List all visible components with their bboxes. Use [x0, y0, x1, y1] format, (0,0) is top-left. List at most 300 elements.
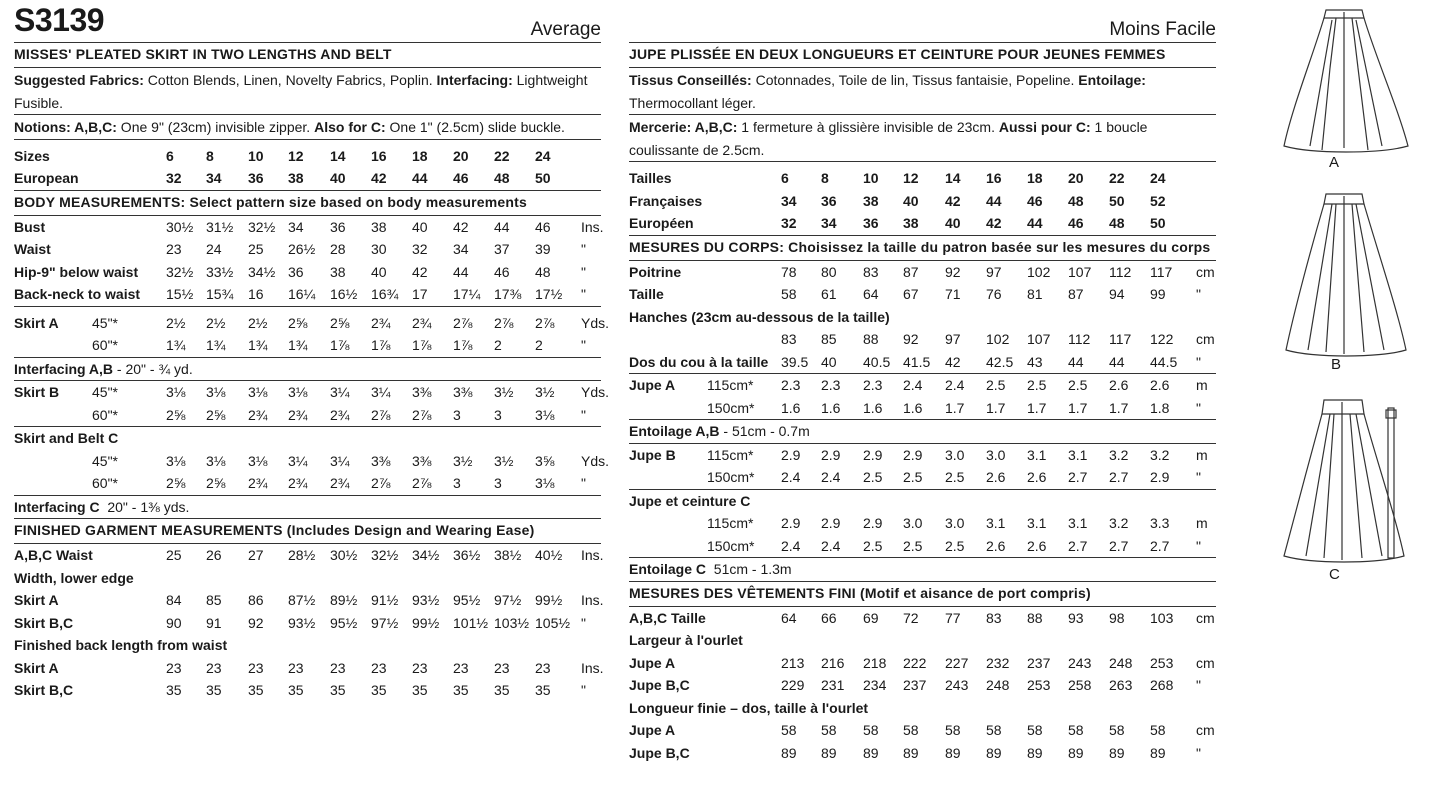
fabric-width: 45"*	[92, 384, 118, 400]
table-cell: 23	[166, 241, 182, 257]
table-cell: 2.5	[945, 537, 965, 554]
table-cell: 76	[986, 286, 1002, 302]
row-label: Skirt A	[14, 659, 59, 676]
table-cell: 2.7	[1150, 537, 1170, 554]
table-cell: 105½	[535, 614, 571, 631]
table-cell: 35	[371, 682, 387, 698]
table-cell: 71	[945, 286, 961, 302]
table-cell: 213	[781, 654, 805, 671]
table-cell: 89	[781, 744, 797, 761]
table-cell: 16	[248, 286, 264, 302]
table-cell: 102	[1027, 263, 1051, 280]
table-cell: 229	[781, 677, 805, 693]
skirt-b-illustration	[1272, 192, 1422, 360]
table-cell: 89	[903, 744, 919, 761]
table-cell: 17½	[535, 286, 563, 302]
table-cell: 3⅛	[206, 452, 226, 469]
table-cell: 1.6	[903, 399, 923, 416]
row-note: 20" - 1⅜ yds.	[99, 498, 190, 515]
body-measurements-table-fr	[629, 261, 1216, 375]
pattern-title: MISSES' PLEATED SKIRT IN TWO LENGTHS AND BELT	[14, 43, 601, 68]
table-cell: 88	[1027, 609, 1043, 626]
table-cell: 3	[494, 475, 502, 491]
table-cell: 90	[166, 614, 182, 631]
table-cell: 93½	[412, 592, 440, 608]
pattern-title-fr: JUPE PLISSÉE EN DEUX LONGUEURS ET CEINTURE POUR JEUNES FEMMES	[629, 43, 1216, 68]
table-row	[14, 380, 610, 404]
table-cell: 25	[248, 241, 264, 257]
table-row	[14, 657, 604, 680]
table-cell: 89	[863, 744, 879, 761]
table-cell: 32½	[166, 263, 194, 280]
table-cell: 1.7	[1068, 399, 1088, 416]
table-cell: 17¼	[453, 286, 481, 302]
table-cell: 50	[1109, 192, 1125, 209]
unit-label: "	[581, 263, 586, 280]
difficulty-level: Average	[530, 19, 601, 40]
table-cell: 107	[1027, 331, 1051, 347]
row-label: Hip-9" below waist	[14, 263, 139, 280]
table-cell: 3⅛	[166, 384, 186, 400]
body-measurements-title: BODY MEASUREMENTS: Select pattern size based on body measurements	[14, 191, 601, 216]
table-cell: 66	[821, 609, 837, 626]
table-cell: 2¾	[330, 475, 350, 491]
row-label: Jupe A	[629, 654, 676, 671]
table-cell: 2⅝	[330, 314, 350, 331]
table-cell: 97½	[371, 614, 399, 631]
table-cell: 46	[453, 170, 469, 186]
table-cell: 216	[821, 654, 845, 671]
table-cell: 3⅛	[535, 406, 555, 423]
table-cell: 3.3	[1150, 515, 1170, 531]
row-label: Finished back length from waist	[14, 637, 228, 653]
row-label: Dos du cou à la taille	[629, 353, 769, 370]
table-cell: 67	[903, 286, 919, 302]
table-cell: 1⅞	[330, 337, 350, 353]
table-cell: 36	[288, 263, 304, 280]
table-cell: 2.3	[821, 377, 841, 393]
unit-label: Ins.	[581, 592, 604, 608]
table-cell: 25	[166, 547, 182, 563]
size-table-fr	[629, 167, 1216, 236]
unit-label: "	[581, 286, 586, 302]
table-cell: 46	[1068, 215, 1084, 231]
table-cell: 38	[903, 215, 919, 231]
table-cell: 83	[781, 331, 797, 347]
fabric-width: 60"*	[92, 475, 118, 491]
table-cell: 89	[821, 744, 837, 761]
table-cell: 2¾	[371, 314, 391, 331]
table-cell: 2.5	[863, 537, 883, 554]
table-cell: 23	[330, 659, 346, 676]
table-cell: 253	[1027, 677, 1051, 693]
table-cell: 2.7	[1068, 469, 1088, 485]
table-cell: 2.6	[1150, 377, 1170, 393]
table-row	[629, 443, 1216, 467]
table-cell: 58	[1027, 722, 1043, 738]
unit-label: "	[1196, 744, 1201, 761]
row-label: Entoilage C	[629, 561, 707, 578]
row-label: A,B,C Waist	[14, 547, 93, 563]
fabric-width: 60"*	[92, 406, 118, 423]
table-cell: 92	[903, 331, 919, 347]
row-label: Width, lower edge	[14, 569, 134, 586]
unit-label: Yds.	[581, 314, 610, 331]
size-table	[14, 145, 601, 191]
unit-label: cm	[1196, 263, 1215, 280]
figure-label-c: C	[1329, 566, 1340, 583]
table-cell: 2⅞	[494, 314, 514, 331]
table-cell: 99½	[412, 614, 440, 631]
table-cell: 102	[986, 331, 1010, 347]
table-cell: 28	[330, 241, 346, 257]
table-cell: 88	[863, 331, 879, 347]
unit-label: cm	[1196, 609, 1215, 626]
table-cell: 2	[535, 337, 543, 353]
row-label: Françaises	[629, 192, 703, 209]
table-cell: 22	[1109, 170, 1125, 186]
table-cell: 2.9	[863, 446, 883, 463]
difficulty-level-fr: Moins Facile	[1109, 19, 1216, 40]
finished-measurements-table	[14, 544, 604, 702]
table-row	[629, 697, 1216, 720]
header	[14, 0, 601, 43]
row-label: Jupe B	[629, 446, 676, 463]
table-cell: 227	[945, 654, 969, 671]
table-cell: 58	[1068, 722, 1084, 738]
table-cell: 2.9	[1150, 469, 1170, 485]
table-cell: 2.6	[1027, 469, 1047, 485]
unit-label: m	[1196, 377, 1208, 393]
row-label: Hanches (23cm au-dessous de la taille)	[629, 308, 890, 325]
unit-label: "	[581, 337, 586, 353]
table-cell: 1¾	[248, 337, 268, 353]
table-cell: 41.5	[903, 353, 931, 370]
table-cell: 84	[166, 592, 182, 608]
table-cell: 83	[863, 263, 879, 280]
table-cell: 35	[535, 682, 551, 698]
table-cell: 2¾	[248, 406, 268, 423]
table-cell: 237	[1027, 654, 1051, 671]
table-cell: 2.7	[1109, 469, 1129, 485]
table-cell: 58	[903, 722, 919, 738]
table-row	[629, 489, 1216, 513]
table-cell: 97	[945, 331, 961, 347]
table-cell: 14	[330, 147, 346, 164]
figure-label-a: A	[1329, 154, 1340, 171]
table-cell: 117	[1150, 263, 1173, 280]
table-cell: 23	[288, 659, 304, 676]
header-fr	[629, 0, 1216, 43]
table-cell: 2½	[166, 314, 186, 331]
table-cell: 44	[453, 263, 469, 280]
table-cell: 2⅝	[206, 406, 226, 423]
table-cell: 23	[535, 659, 551, 676]
table-cell: 52	[1150, 192, 1166, 209]
table-cell: 3	[453, 475, 461, 491]
table-cell: 28½	[288, 547, 316, 563]
table-cell: 64	[863, 286, 879, 302]
table-cell: 97½	[494, 592, 522, 608]
pattern-code: S3139	[14, 2, 105, 38]
table-cell: 32	[781, 215, 797, 231]
table-cell: 89	[1150, 744, 1166, 761]
table-cell: 83	[986, 609, 1002, 626]
table-cell: 2.6	[1109, 377, 1129, 393]
row-note: 51cm - 1.3m	[706, 561, 792, 578]
row-label: A,B,C Taille	[629, 609, 706, 626]
table-cell: 23	[206, 659, 222, 676]
table-cell: 44	[1109, 353, 1125, 370]
row-label: Largeur à l'ourlet	[629, 632, 743, 648]
table-cell: 2⅞	[535, 314, 555, 331]
table-cell: 26½	[288, 241, 316, 257]
table-cell: 8	[206, 147, 214, 164]
table-row	[629, 674, 1216, 697]
table-cell: 117	[1109, 331, 1132, 347]
fabric-width: 115cm*	[707, 377, 754, 393]
table-cell: 40.5	[863, 353, 891, 370]
table-cell: 87	[1068, 286, 1084, 302]
english-column	[14, 0, 610, 702]
table-cell: 2⅝	[166, 406, 186, 423]
table-cell: 3½	[535, 384, 555, 400]
table-cell: 2	[494, 337, 502, 353]
table-cell: 103	[1150, 609, 1174, 626]
fabric-width: 150cm*	[707, 469, 755, 485]
table-cell: 23	[453, 659, 469, 676]
table-cell: 97	[986, 263, 1002, 280]
table-cell: 44	[1027, 215, 1043, 231]
row-label: Skirt and Belt C	[14, 430, 119, 446]
table-cell: 16	[371, 147, 387, 164]
yardage-table-fr	[629, 374, 1216, 581]
table-row	[629, 261, 1216, 284]
table-cell: 89	[945, 744, 961, 761]
table-cell: 2.3	[863, 377, 883, 393]
table-row	[14, 589, 604, 612]
table-cell: 89½	[330, 592, 358, 608]
table-cell: 78	[781, 263, 797, 280]
fabric-width: 60"*	[92, 337, 118, 353]
table-cell: 1⅞	[412, 337, 432, 353]
fabric-width: 150cm*	[707, 537, 755, 554]
table-cell: 40	[330, 170, 346, 186]
table-cell: 3.0	[903, 515, 923, 531]
unit-label: Ins.	[581, 218, 604, 235]
table-cell: 3⅜	[412, 452, 432, 469]
table-cell: 34	[781, 192, 797, 209]
row-label: Jupe A	[629, 722, 676, 738]
unit-label: "	[581, 682, 586, 698]
row-label: Skirt B,C	[14, 614, 74, 631]
table-cell: 6	[781, 170, 789, 186]
table-cell: 1¾	[206, 337, 226, 353]
table-cell: 80	[821, 263, 837, 280]
table-cell: 36	[330, 218, 346, 235]
table-row	[629, 466, 1216, 489]
table-cell: 30	[371, 241, 387, 257]
table-cell: 17	[412, 286, 428, 302]
figure-label-b: B	[1331, 356, 1342, 373]
table-cell: 58	[1109, 722, 1125, 738]
table-cell: 2⅞	[371, 475, 391, 491]
table-row	[14, 567, 601, 590]
table-row	[14, 495, 601, 519]
table-cell: 2⅞	[412, 475, 432, 491]
row-label: Sizes	[14, 147, 50, 164]
table-cell: 18	[412, 147, 428, 164]
table-cell: 32½	[371, 547, 399, 563]
table-cell: 3.1	[1068, 446, 1088, 463]
table-cell: 2⅞	[453, 314, 473, 331]
table-cell: 94	[1109, 286, 1125, 302]
table-cell: 3.2	[1109, 515, 1129, 531]
table-cell: 34½	[412, 547, 440, 563]
table-cell: 3.1	[986, 515, 1006, 531]
table-cell: 2.4	[781, 537, 801, 554]
table-cell: 3¼	[330, 452, 350, 469]
table-cell: 86	[248, 592, 264, 608]
table-cell: 32½	[248, 218, 276, 235]
table-row	[629, 557, 1216, 581]
row-label: Jupe B,C	[629, 677, 690, 693]
table-cell: 44	[986, 192, 1002, 209]
table-cell: 2.9	[903, 446, 923, 463]
table-cell: 44.5	[1150, 353, 1178, 370]
table-cell: 30½	[166, 218, 194, 235]
table-cell: 35	[288, 682, 304, 698]
table-cell: 95½	[453, 592, 481, 608]
table-cell: 46	[535, 218, 551, 235]
table-cell: 46	[494, 263, 510, 280]
yardage-table	[14, 312, 610, 519]
table-cell: 253	[1150, 654, 1174, 671]
unit-label: m	[1196, 515, 1208, 531]
table-cell: 85	[206, 592, 222, 608]
table-cell: 237	[903, 677, 927, 693]
table-cell: 2.4	[903, 377, 923, 393]
table-cell: 32	[412, 241, 428, 257]
table-row	[14, 312, 610, 335]
row-label: Poitrine	[629, 263, 682, 280]
table-cell: 222	[903, 654, 927, 671]
table-cell: 36½	[453, 547, 481, 563]
table-cell: 101½	[453, 614, 489, 631]
unit-label: Yds.	[581, 384, 610, 400]
table-row	[629, 535, 1216, 558]
table-cell: 231	[821, 677, 845, 693]
table-cell: 3⅜	[412, 384, 432, 400]
table-cell: 24	[1150, 170, 1166, 186]
table-cell: 12	[903, 170, 919, 186]
table-row	[629, 629, 1216, 652]
unit-label: "	[1196, 286, 1201, 302]
table-cell: 27	[248, 547, 264, 563]
row-note: - 20" - ¾ yd.	[113, 360, 193, 377]
table-cell: 91½	[371, 592, 399, 608]
table-row	[14, 634, 601, 657]
table-cell: 2.6	[986, 537, 1006, 554]
table-cell: 36	[863, 215, 879, 231]
row-label: Skirt A	[14, 592, 59, 608]
table-cell: 38½	[494, 547, 522, 563]
table-cell: 3⅜	[453, 384, 473, 400]
table-cell: 35	[412, 682, 428, 698]
table-cell: 87½	[288, 592, 316, 608]
table-cell: 34½	[248, 263, 276, 280]
table-cell: 3	[453, 406, 461, 423]
unit-label: "	[581, 475, 586, 491]
table-cell: 16¾	[371, 286, 399, 302]
table-cell: 2⅝	[206, 475, 226, 491]
row-label: Jupe et ceinture C	[629, 492, 751, 509]
table-cell: 234	[863, 677, 887, 693]
table-row	[14, 426, 601, 450]
unit-label: Ins.	[581, 547, 604, 563]
table-cell: 3	[494, 406, 502, 423]
table-cell: 2.5	[945, 469, 965, 485]
table-cell: 3.0	[945, 515, 965, 531]
table-cell: 40	[821, 353, 837, 370]
table-row	[14, 404, 601, 427]
table-cell: 22	[494, 147, 510, 164]
table-cell: 1¾	[288, 337, 308, 353]
table-row	[14, 679, 601, 702]
unit-label: cm	[1196, 331, 1215, 347]
table-row	[629, 167, 1216, 190]
table-row	[14, 167, 601, 190]
table-cell: 263	[1109, 677, 1133, 693]
table-cell: 40	[945, 215, 961, 231]
table-cell: 40	[903, 192, 919, 209]
table-cell: 2.4	[781, 469, 801, 485]
table-cell: 15¾	[206, 286, 234, 302]
table-cell: 10	[863, 170, 879, 186]
row-label: Taille	[629, 286, 664, 302]
fabric-width: 150cm*	[707, 399, 755, 416]
table-cell: 122	[1150, 331, 1174, 347]
table-cell: 2.5	[903, 537, 923, 554]
table-cell: 2.6	[986, 469, 1006, 485]
table-cell: 112	[1068, 331, 1091, 347]
row-label: Entoilage A,B	[629, 423, 720, 440]
table-cell: 3.2	[1150, 446, 1170, 463]
row-label: European	[14, 170, 79, 186]
table-cell: 3.2	[1109, 446, 1129, 463]
table-cell: 39.5	[781, 353, 809, 370]
table-cell: 2.7	[1109, 537, 1129, 554]
table-cell: 2¾	[288, 406, 308, 423]
table-cell: 2⅞	[412, 406, 432, 423]
table-cell: 3⅛	[248, 384, 268, 400]
unit-label: cm	[1196, 722, 1215, 738]
table-cell: 3.1	[1027, 515, 1047, 531]
table-cell: 58	[945, 722, 961, 738]
table-cell: 3⅛	[166, 452, 186, 469]
table-cell: 24	[535, 147, 551, 164]
table-cell: 42	[371, 170, 387, 186]
table-cell: 2.6	[1027, 537, 1047, 554]
row-note: - 51cm - 0.7m	[719, 423, 810, 440]
table-cell: 3¼	[371, 384, 391, 400]
table-row	[629, 306, 1216, 329]
table-row	[14, 357, 601, 381]
table-cell: 243	[1068, 654, 1092, 671]
table-cell: 23	[412, 659, 428, 676]
table-cell: 3¼	[330, 384, 350, 400]
table-cell: 2.5	[1068, 377, 1088, 393]
